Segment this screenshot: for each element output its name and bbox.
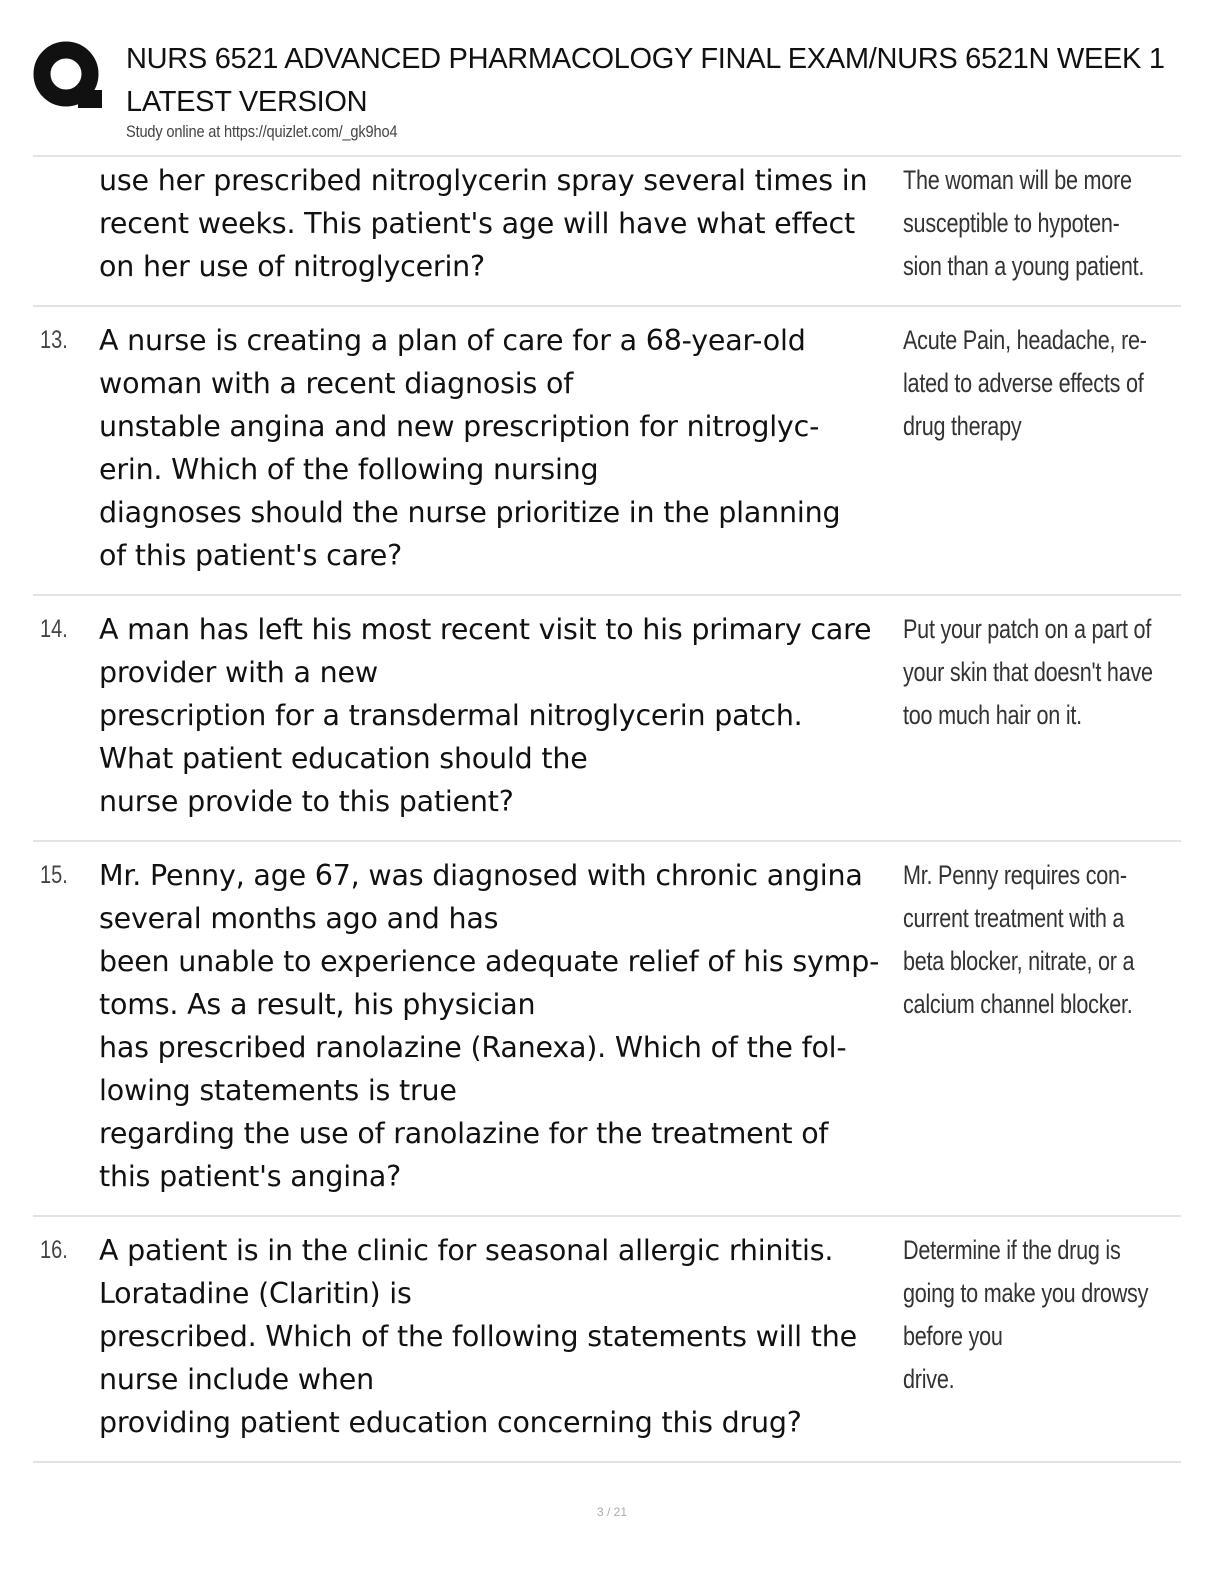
card-number: 13. [40, 326, 68, 354]
card-number: 14. [40, 615, 68, 643]
page-number: 3 / 21 [596, 1505, 628, 1519]
card-question: A patient is in the clinic for seasonal allergic rhinitis. Loratadine (Claritin) is prescribed. Which of the following statements will the nurse include when providing patient education concerning this drug? [99, 1234, 857, 1439]
divider [33, 305, 1181, 307]
card-answer: Determine if the drug is going to make you drowsy before you drive. [903, 1235, 1149, 1394]
page-header [0, 0, 1224, 160]
card-question: Mr. Penny, age 67, was diagnosed with chronic angina several months ago and has been unable to experience adequate relief of his symp- toms. As a result, his physician has prescribed ranolazine (Ranexa). Which of the fol- lowing statements is true regarding the use of ranolazine for the treatment of this patient's angina? [99, 859, 880, 1193]
study-online-link[interactable]: Study online at https://quizlet.com/_gk9ho4 [126, 122, 398, 141]
card-question: A nurse is creating a plan of care for a 68-year-old woman with a recent diagnosis of unstable angina and new prescription for nitroglyc- erin. Which of the following nursing diagnoses should the nurse prioritize in the planning of this patient's care? [99, 324, 841, 572]
divider [33, 1461, 1181, 1463]
card-answer: Mr. Penny requires con- current treatment with a beta blocker, nitrate, or a calcium channel blocker. [903, 860, 1135, 1019]
page-title: NURS 6521 ADVANCED PHARMACOLOGY FINAL EXAM/NURS 6521N WEEK 1 LATEST VERSION [126, 43, 1165, 118]
card-answer: Put your patch on a part of your skin that doesn't have too much hair on it. [903, 614, 1153, 730]
divider [33, 1215, 1181, 1217]
divider [33, 155, 1181, 157]
divider [33, 594, 1181, 596]
quizlet-q-logo-icon [32, 38, 104, 110]
card-number: 15. [40, 861, 68, 889]
card-answer: Acute Pain, headache, re- lated to adverse effects of drug therapy [903, 325, 1147, 441]
card-number: 16. [40, 1236, 68, 1264]
card-question: use her prescribed nitroglycerin spray several times in recent weeks. This patient's age will have what effect on her use of nitroglycerin? [99, 164, 868, 283]
divider [33, 840, 1181, 842]
card-answer: The woman will be more susceptible to hypoten- sion than a young patient. [903, 165, 1145, 281]
card-question: A man has left his most recent visit to his primary care provider with a new prescription for a transdermal nitroglycerin patch. What patient education should the nurse provide to this patient? [99, 613, 872, 818]
